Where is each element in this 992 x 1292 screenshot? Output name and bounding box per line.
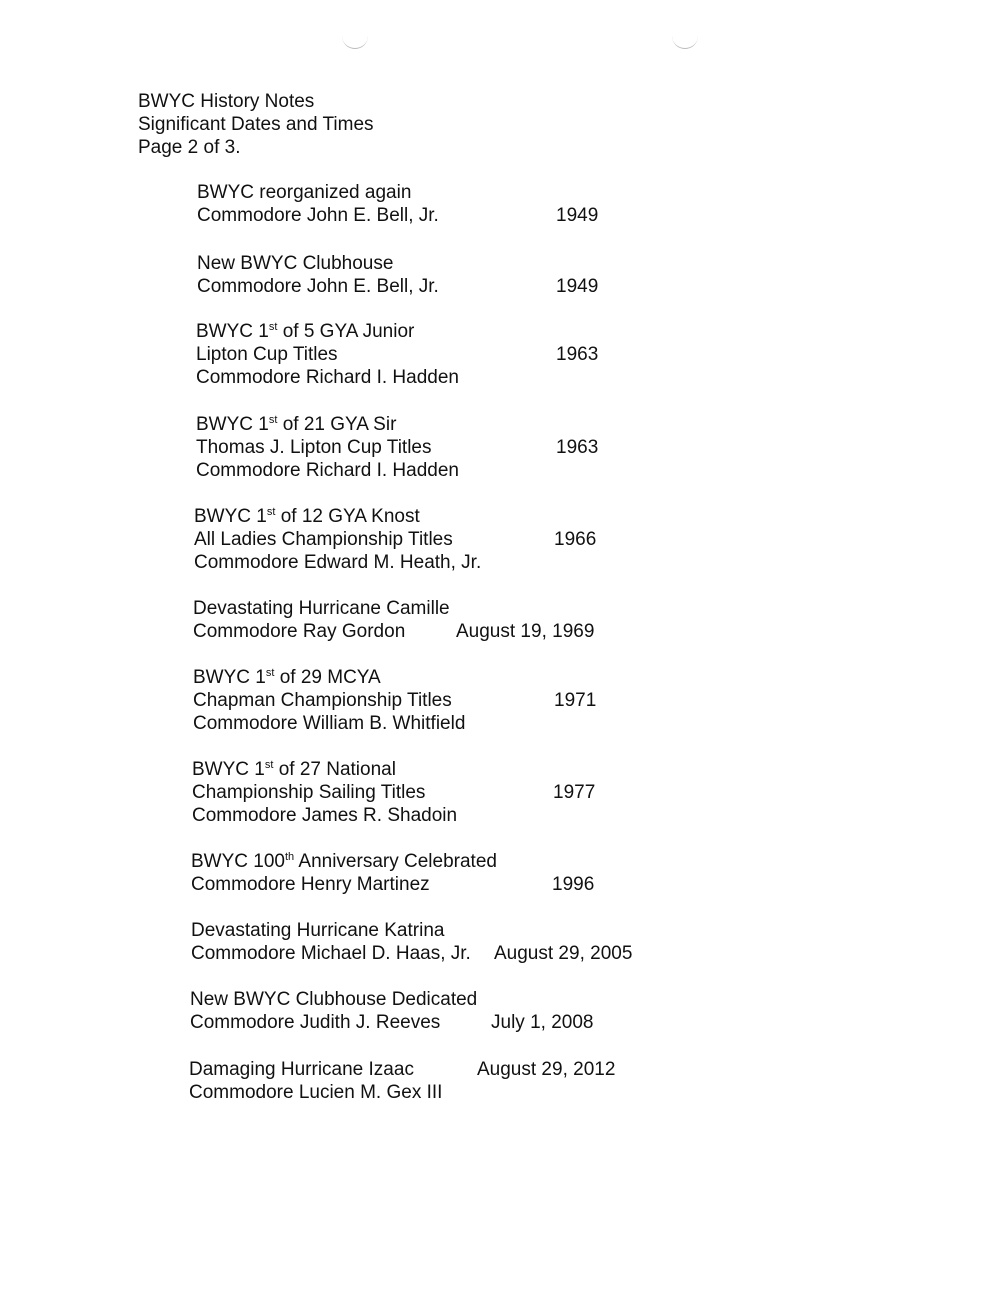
entry-title: BWYC 1st of 29 MCYA [193, 667, 381, 688]
entry-date: 1963 [556, 344, 599, 365]
entry-date: 1949 [556, 205, 599, 226]
page-number: Page 2 of 3. [138, 137, 241, 158]
punch-hole-mark [342, 26, 368, 49]
entry-subtitle: All Ladies Championship Titles 1966 [194, 529, 597, 550]
page-header [138, 90, 374, 159]
entry-commodore: Commodore John E. Bell, Jr. 1949 [197, 205, 599, 226]
history-entry [192, 758, 596, 827]
entry-commodore: Commodore Henry Martinez 1996 [191, 874, 595, 895]
history-entry [191, 919, 633, 965]
entry-commodore: Commodore James R. Shadoin [192, 805, 458, 826]
entry-commodore: Commodore Michael D. Haas, Jr. August 29, 2005 [191, 943, 633, 964]
history-entry [194, 505, 597, 574]
history-entry [193, 597, 595, 643]
entry-commodore: Commodore Ray Gordon August 19, 1969 [193, 621, 595, 642]
entry-title: BWYC 1st of 21 GYA Sir [196, 414, 397, 435]
history-entry [191, 850, 595, 896]
entry-commodore: Commodore Judith J. Reeves July 1, 2008 [190, 1012, 594, 1033]
entry-subtitle: Lipton Cup Titles 1963 [196, 344, 599, 365]
entry-title: BWYC 1st of 12 GYA Knost [194, 506, 420, 527]
entry-date: August 29, 2012 [477, 1059, 616, 1080]
entry-commodore: Commodore Edward M. Heath, Jr. [194, 552, 482, 573]
entry-date: 1996 [552, 874, 595, 895]
entry-title: Damaging Hurricane Izaac August 29, 2012 [189, 1059, 616, 1080]
entry-commodore: Commodore Richard I. Hadden [196, 460, 459, 481]
entry-commodore: Commodore Richard I. Hadden [196, 367, 459, 388]
document-subtitle: Significant Dates and Times [138, 114, 374, 135]
entry-title: Devastating Hurricane Katrina [191, 920, 445, 941]
entry-date: 1949 [556, 276, 599, 297]
entry-date: 1963 [556, 437, 599, 458]
entry-commodore: Commodore Lucien M. Gex III [189, 1082, 443, 1103]
history-entry [189, 1058, 616, 1104]
entry-subtitle: Thomas J. Lipton Cup Titles 1963 [196, 437, 599, 458]
history-entry [190, 988, 594, 1034]
history-entry [197, 181, 599, 227]
entry-date: 1977 [553, 782, 596, 803]
entry-date: 1966 [554, 529, 597, 550]
entry-subtitle: Championship Sailing Titles 1977 [192, 782, 596, 803]
document-title: BWYC History Notes [138, 91, 315, 112]
entry-subtitle: Chapman Championship Titles 1971 [193, 690, 597, 711]
entry-date: July 1, 2008 [491, 1012, 594, 1033]
entry-title: BWYC 1st of 5 GYA Junior [196, 321, 415, 342]
entry-date: 1971 [554, 690, 597, 711]
history-entry [196, 413, 599, 482]
entry-title: New BWYC Clubhouse [197, 253, 394, 274]
entry-commodore: Commodore William B. Whitfield [193, 713, 466, 734]
entry-title: BWYC 1st of 27 National [192, 759, 396, 780]
entry-title: BWYC reorganized again [197, 182, 412, 203]
entry-date: August 29, 2005 [494, 943, 633, 964]
history-entry [196, 320, 599, 389]
entry-title: New BWYC Clubhouse Dedicated [190, 989, 478, 1010]
history-entry [197, 252, 599, 298]
entry-title: BWYC 100th Anniversary Celebrated [191, 851, 497, 872]
punch-hole-mark [672, 26, 698, 49]
entry-commodore: Commodore John E. Bell, Jr. 1949 [197, 276, 599, 297]
entry-title: Devastating Hurricane Camille [193, 598, 450, 619]
entry-date: August 19, 1969 [456, 621, 595, 642]
history-entry [193, 666, 597, 735]
